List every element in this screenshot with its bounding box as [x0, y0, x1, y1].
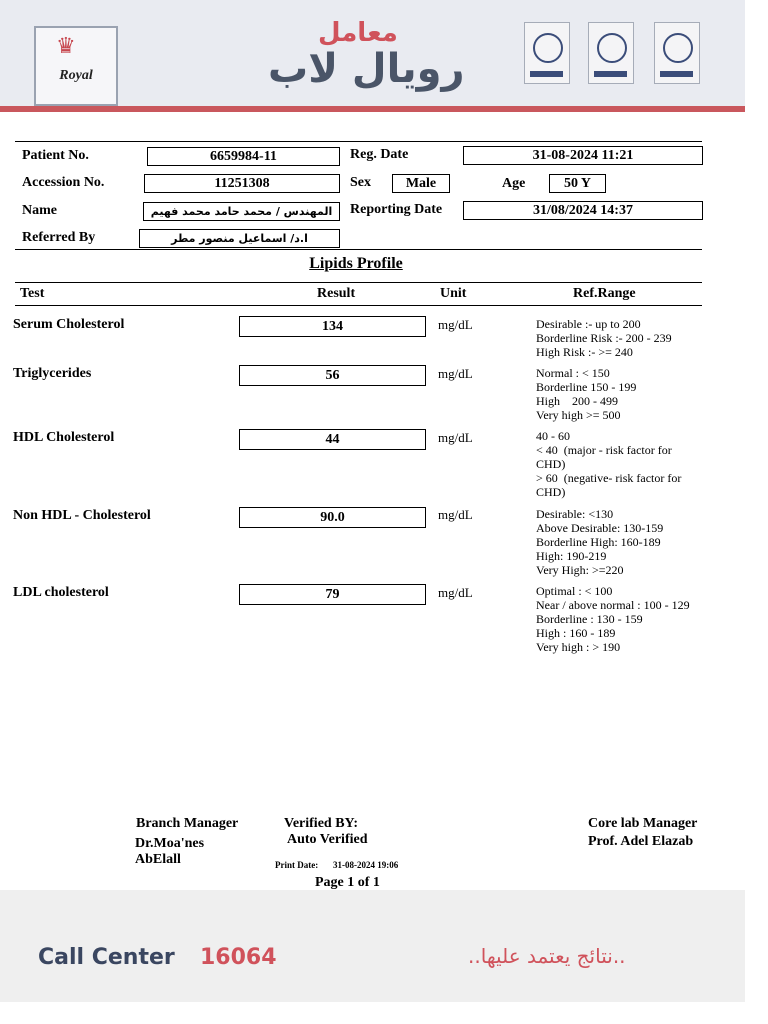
test-name: Serum Cholesterol — [13, 317, 125, 332]
test-unit: mg/dL — [438, 507, 473, 522]
ref-line: > 60 (negative- risk factor for — [536, 471, 682, 485]
header-stripe — [0, 106, 745, 112]
test-ref-range — [536, 317, 711, 359]
ref-line: High : 160 - 189 — [536, 626, 616, 640]
test-ref-range — [536, 429, 711, 499]
ref-line: Very high : > 190 — [536, 640, 621, 654]
test-unit: mg/dL — [438, 430, 473, 445]
age-value: 50 Y — [549, 174, 606, 193]
ref-line: Borderline : 130 - 159 — [536, 612, 643, 626]
age-label: Age — [502, 176, 526, 191]
core-lab-manager-title: Core lab Manager — [588, 816, 698, 831]
reg-date-label: Reg. Date — [350, 147, 409, 162]
verified-by-value: Auto Verified — [287, 832, 368, 847]
ref-line: 40 - 60 — [536, 429, 570, 443]
reporting-date-value: 31/08/2024 14:37 — [463, 201, 703, 220]
slogan-text: نتائج يعتمد عليها — [480, 944, 613, 968]
certificate-badge-icon — [524, 22, 570, 84]
test-name: Triglycerides — [13, 366, 92, 381]
ref-line: Borderline High: 160-189 — [536, 535, 661, 549]
referred-by-label: Referred By — [22, 230, 96, 245]
crown-icon: ♛ — [56, 34, 76, 59]
branch-manager-title: Branch Manager — [136, 816, 239, 831]
print-date-label: Print Date: — [275, 860, 319, 870]
test-result: 90.0 — [239, 507, 426, 528]
ref-line: Very high >= 500 — [536, 408, 621, 422]
test-unit: mg/dL — [438, 366, 473, 381]
test-name: HDL Cholesterol — [13, 430, 115, 445]
report-title: Lipids Profile — [309, 255, 403, 272]
core-lab-manager-name: Prof. Adel Elazab — [588, 834, 694, 849]
ref-line: High 200 - 499 — [536, 394, 618, 408]
sex-label: Sex — [350, 175, 371, 190]
reg-date-value: 31-08-2024 11:21 — [463, 146, 703, 165]
patient-no-value: 6659984-11 — [147, 147, 340, 166]
test-ref-range — [536, 507, 711, 577]
name-label: Name — [22, 203, 57, 218]
column-header-ref-range: Ref.Range — [573, 286, 636, 301]
divider — [15, 249, 702, 250]
lab-name: رويال لاب — [268, 46, 465, 92]
divider — [15, 141, 702, 142]
certificate-badge-icon — [654, 22, 700, 84]
test-result: 79 — [239, 584, 426, 605]
ref-line: CHD) — [536, 457, 566, 471]
test-unit: mg/dL — [438, 585, 473, 600]
accession-value: 11251308 — [144, 174, 340, 193]
ref-line: Borderline Risk :- 200 - 239 — [536, 331, 672, 345]
ref-line: < 40 (major - risk factor for — [536, 443, 672, 457]
test-name: LDL cholesterol — [13, 585, 109, 600]
call-center-number: 16064 — [200, 945, 277, 970]
print-date-value: 31-08-2024 19:06 — [333, 860, 399, 870]
patient-no-label: Patient No. — [22, 148, 89, 163]
ref-line: Borderline 150 - 199 — [536, 380, 637, 394]
ref-line: Very High: >=220 — [536, 563, 624, 577]
sex-value: Male — [392, 174, 450, 193]
ref-line: CHD) — [536, 485, 566, 499]
lab-logo — [34, 26, 118, 106]
test-ref-range — [536, 584, 711, 654]
test-unit: mg/dL — [438, 317, 473, 332]
branch-manager-name: Dr.Moa'nes — [135, 836, 205, 851]
logo-text: Royal — [59, 68, 93, 83]
slogan: ..نتائج يعتمد عليها.. — [468, 944, 626, 968]
column-header-unit: Unit — [440, 286, 467, 301]
verified-by-title: Verified BY: — [284, 816, 359, 831]
certificate-badge-icon — [588, 22, 634, 84]
column-header-result: Result — [317, 286, 356, 301]
reporting-date-label: Reporting Date — [350, 202, 443, 217]
ref-line: Desirable :- up to 200 — [536, 317, 641, 331]
ref-line: Normal : < 150 — [536, 366, 610, 380]
test-ref-range — [536, 366, 711, 422]
referred-by-value: ا.د/ اسماعيل منصور مطر — [139, 229, 340, 248]
divider — [15, 282, 702, 283]
ref-line: Optimal : < 100 — [536, 584, 613, 598]
ref-line: High Risk :- >= 240 — [536, 345, 633, 359]
lab-name-small: معامل — [318, 18, 398, 48]
patient-name-value: المهندس / محمد حامد محمد فهيم — [143, 202, 340, 221]
accession-label: Accession No. — [22, 175, 105, 190]
ref-line: High: 190-219 — [536, 549, 607, 563]
ref-line: Near / above normal : 100 - 129 — [536, 598, 690, 612]
ref-line: Desirable: <130 — [536, 507, 614, 521]
divider — [15, 305, 702, 306]
column-header-test: Test — [20, 286, 45, 301]
test-result: 44 — [239, 429, 426, 450]
ref-line: Above Desirable: 130-159 — [536, 521, 664, 535]
branch-manager-name: AbElall — [135, 852, 181, 867]
test-name: Non HDL - Cholesterol — [13, 508, 151, 523]
test-result: 134 — [239, 316, 426, 337]
test-result: 56 — [239, 365, 426, 386]
page-number: Page 1 of 1 — [315, 875, 380, 890]
call-center-label: Call Center — [38, 945, 175, 970]
